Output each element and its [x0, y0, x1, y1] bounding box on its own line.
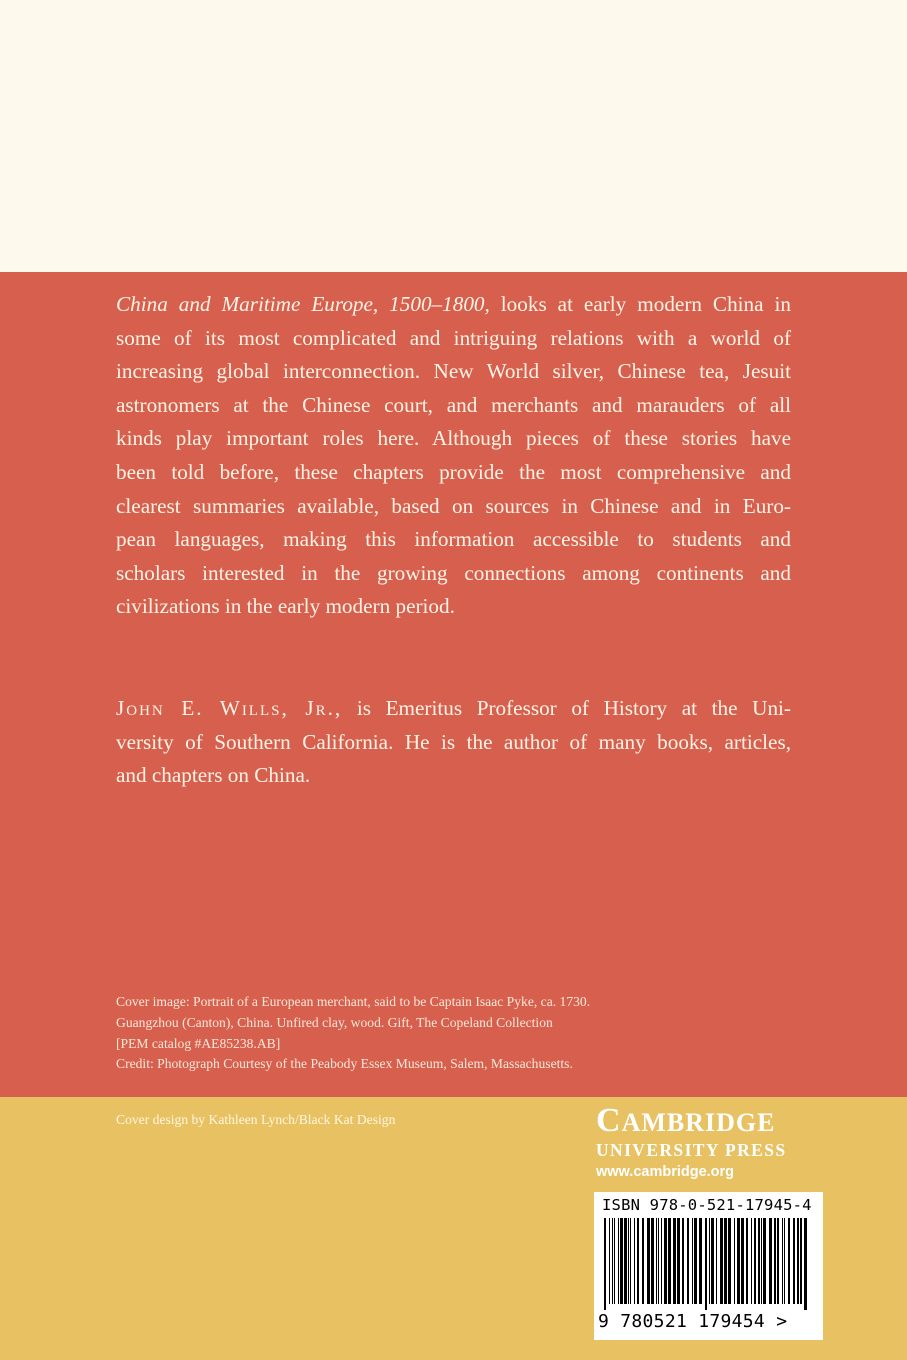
barcode-bar-10: [637, 1218, 639, 1304]
credit-line-4: Credit: Photograph Courtesy of the Peabody Essex Museum, Salem, Massachusetts.: [116, 1056, 573, 1072]
credit-line-3: [PEM catalog #AE85238.AB]: [116, 1035, 281, 1051]
author-bio: [116, 692, 791, 793]
barcode-bar-2: [612, 1218, 613, 1304]
publisher-name: CAMBRIDGE: [596, 1102, 776, 1139]
barcode-bar-37: [751, 1218, 752, 1304]
barcode-bar-32: [728, 1218, 731, 1304]
barcode-bar-39: [758, 1218, 760, 1304]
blurb-line-9: scholars interested in the growing connections among continents and: [116, 560, 791, 585]
barcode-bar-16: [661, 1218, 662, 1304]
isbn-label: ISBN 978-0-521-17945-4: [602, 1196, 812, 1214]
barcode-bar-36: [746, 1218, 748, 1304]
author-line-1: John E. Wills, Jr., is Emeritus Professor of History at the Uni-: [116, 696, 791, 720]
barcode-bar-30: [720, 1218, 723, 1304]
blurb-line-4: astronomers at the Chinese court, and merchants and marauders of all: [116, 392, 791, 417]
barcode-bar-33: [734, 1218, 735, 1304]
blurb-line-6: been told before, these chapters provide the most comprehensive and: [116, 459, 791, 484]
barcode-bar-1: [609, 1218, 610, 1304]
author-name: John E. Wills, Jr.,: [116, 696, 343, 720]
barcode-bar-18: [668, 1218, 671, 1304]
blurb-line-5: kinds play important roles here. Although pieces of these stories have: [116, 426, 791, 451]
book-title-italic: China and Maritime Europe, 1500–1800,: [116, 292, 490, 316]
barcode-bar-12: [647, 1218, 650, 1304]
cover-image-credits: [116, 992, 736, 1075]
publisher-logo: [596, 1104, 836, 1182]
barcode-bar-17: [664, 1218, 667, 1304]
credit-line-1: Cover image: Portrait of a European merchant, said to be Captain Isaac Pyke, ca. 1730.: [116, 994, 591, 1009]
barcode-bar-20: [677, 1218, 680, 1304]
barcode-bar-0: [604, 1218, 606, 1310]
barcode-bar-51: [804, 1218, 807, 1310]
barcode-bar-9: [634, 1218, 635, 1304]
barcode-bar-4: [618, 1218, 619, 1304]
publisher-subtitle: UNIVERSITY PRESS: [596, 1140, 787, 1160]
isbn-barcode: [594, 1192, 823, 1340]
barcode-bar-19: [673, 1218, 676, 1304]
barcode-bar-6: [624, 1218, 627, 1304]
barcode-bar-34: [737, 1218, 740, 1304]
book-description: [116, 288, 791, 624]
barcode-bar-21: [682, 1218, 684, 1304]
blurb-line-3: increasing global interconnection. New World silver, Chinese tea, Jesuit: [116, 359, 791, 384]
barcode-bar-14: [656, 1218, 657, 1304]
barcode-bar-23: [692, 1218, 693, 1304]
barcode-bar-7: [628, 1218, 629, 1304]
barcode-bar-48: [793, 1218, 795, 1304]
barcode-bar-35: [741, 1218, 744, 1304]
blurb-line-1: China and Maritime Europe, 1500–1800, looks at early modern China in: [116, 292, 791, 316]
barcode-bar-8: [630, 1218, 631, 1304]
barcode-bar-29: [716, 1218, 717, 1304]
barcode-bar-31: [724, 1218, 727, 1304]
barcode-bar-22: [687, 1218, 689, 1304]
author-line-2: versity of Southern California. He is the author of many books, articles,: [116, 729, 791, 754]
barcode-bar-40: [761, 1218, 762, 1304]
barcode-bar-28: [711, 1218, 714, 1304]
barcode-bar-44: [777, 1218, 779, 1304]
blurb-line-7: clearest summaries available, based on sources in Chinese and in Euro-: [116, 493, 791, 518]
publisher-url[interactable]: www.cambridge.org: [596, 1164, 735, 1180]
barcode-bar-49: [797, 1218, 799, 1304]
credit-line-2: Guangzhou (Canton), China. Unfired clay, wood. Gift, The Copeland Collection: [116, 1014, 553, 1030]
blurb-line-2: some of its most complicated and intriguing relations with a world of: [116, 325, 791, 350]
barcode-bar-5: [620, 1218, 623, 1304]
barcode-bar-47: [788, 1218, 790, 1304]
barcode-digits: 9 780521 179454 >: [598, 1311, 788, 1332]
barcode-bar-50: [800, 1218, 802, 1304]
blurb-line-10: civilizations in the early modern period.: [116, 594, 455, 619]
barcode-bar-42: [769, 1218, 772, 1304]
top-cream-band: [0, 0, 907, 272]
barcode-bar-15: [658, 1218, 659, 1304]
barcode-bar-11: [642, 1218, 644, 1304]
barcode-bar-13: [651, 1218, 654, 1304]
barcode-bar-45: [782, 1218, 783, 1304]
barcode-bar-46: [784, 1218, 785, 1304]
barcode-bar-26: [705, 1218, 707, 1310]
barcode-bar-27: [709, 1218, 710, 1304]
barcode-bar-43: [774, 1218, 776, 1304]
author-line-3: and chapters on China.: [116, 763, 311, 788]
barcode-bar-41: [763, 1218, 766, 1304]
cover-design-credit: Cover design by Kathleen Lynch/Black Kat Design: [116, 1112, 396, 1127]
barcode-bar-3: [614, 1218, 615, 1304]
barcode-bars: [600, 1218, 815, 1310]
barcode-bar-25: [699, 1218, 702, 1304]
barcode-bar-38: [754, 1218, 756, 1304]
barcode-bar-24: [694, 1218, 697, 1304]
blurb-line-8: pean languages, making this information accessible to students and: [116, 527, 791, 552]
